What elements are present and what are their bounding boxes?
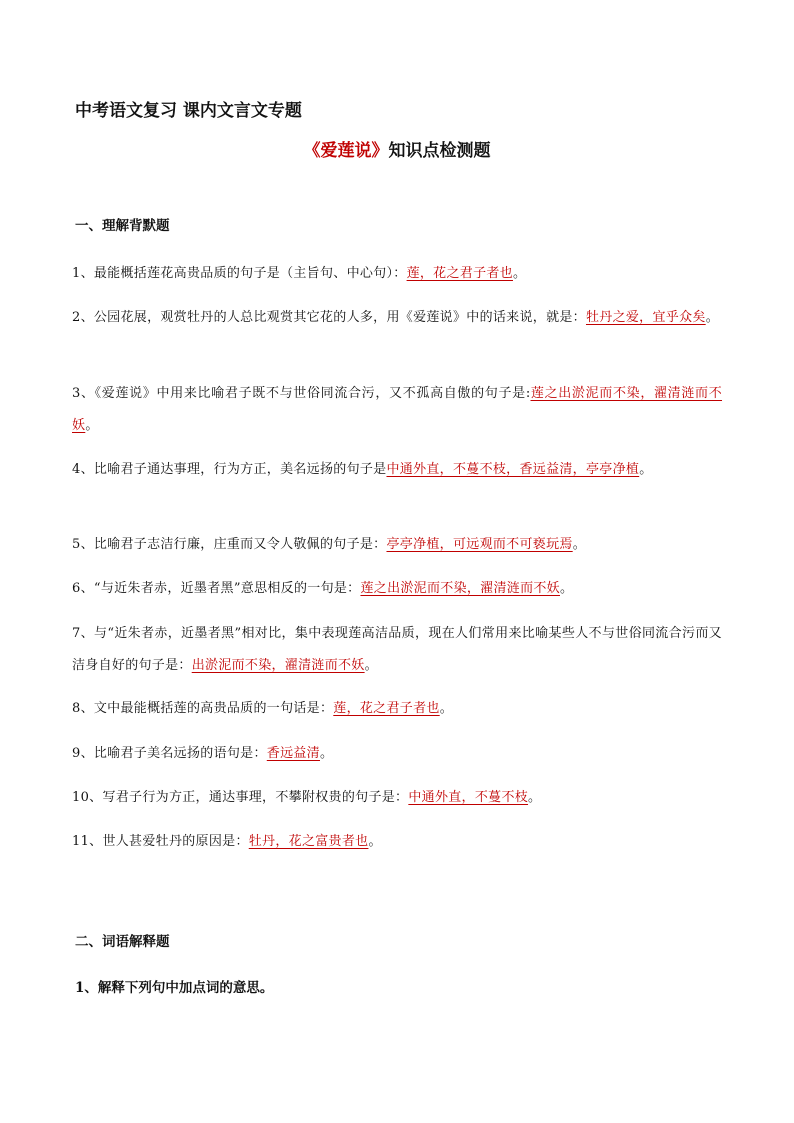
question-item: 4、比喻君子通达事理，行为方正，美名远扬的句子是中通外直，不蔓不枝，香远益清，亭亭净植。 xyxy=(72,462,653,477)
question-item: 2、公园花展，观赏牡丹的人总比观赏其它花的人多，用《爱莲说》中的话来说，就是：牡丹之爱，宜乎众矣。 xyxy=(72,310,719,325)
answer-text: 莲之出淤泥而不染，濯清涟而不妖 xyxy=(72,386,723,433)
answer-text: 香远益清 xyxy=(266,746,320,761)
subtitle-rest: 知识点检测题 xyxy=(388,141,491,161)
answer-text: 牡丹，花之富贵者也 xyxy=(248,834,369,849)
subtitle-book-name: 《爱莲说》 xyxy=(303,141,389,161)
question-item: 8、文中最能概括莲的高贵品质的一句话是：莲，花之君子者也。 xyxy=(72,701,453,716)
question-item: 9、比喻君子美名远扬的语句是：香远益清。 xyxy=(72,746,334,761)
question-item: 1、最能概括莲花高贵品质的句子是（主旨句、中心句）：莲，花之君子者也。 xyxy=(72,266,527,281)
answer-text: 出淤泥而不染，濯清涟而不妖 xyxy=(191,658,365,673)
vocabulary-instruction: 1、解释下列句中加点词的意思。 xyxy=(75,980,274,996)
question-item: 3、《爱莲说》中用来比喻君子既不与世俗同流合污，又不孤高自傲的句子是:莲之出淤泥而不染，濯清涟而不妖。 xyxy=(72,386,723,433)
question-item: 10、写君子行为方正，通达事理，不攀附权贵的句子是：中通外直，不蔓不枝。 xyxy=(72,790,542,805)
answer-text: 莲，花之君子者也 xyxy=(333,701,440,716)
document-subtitle xyxy=(0,136,794,161)
answer-text: 莲之出淤泥而不染，濯清涟而不妖 xyxy=(360,581,560,596)
question-item: 7、与“近朱者赤，近墨者黑”相对比，集中表现莲高洁品质，现在人们常用来比喻某些人不与世俗同流合污而又洁身自好的句子是：出淤泥而不染，濯清涟而不妖。 xyxy=(72,626,722,673)
question-item: 6、“与近朱者赤，近墨者黑”意思相反的一句是：莲之出淤泥而不染，濯清涟而不妖。 xyxy=(72,581,574,596)
document-title: 中考语文复习 课内文言文专题 xyxy=(75,101,302,121)
question-item: 11、世人甚爱牡丹的原因是：牡丹，花之富贵者也。 xyxy=(72,834,382,849)
section-heading-vocabulary: 二、词语解释题 xyxy=(75,934,170,950)
section-heading-recitation: 一、理解背默题 xyxy=(75,218,170,234)
answer-text: 亭亭净植，可远观而不可亵玩焉 xyxy=(386,537,573,552)
answer-text: 中通外直，不蔓不枝 xyxy=(408,790,529,805)
answer-text: 牡丹之爱，宜乎众矣 xyxy=(585,310,706,325)
question-item: 5、比喻君子志洁行廉，庄重而又令人敬佩的句子是：亭亭净植，可远观而不可亵玩焉。 xyxy=(72,537,586,552)
answer-text: 中通外直，不蔓不枝，香远益清，亭亭净植 xyxy=(386,462,640,477)
answer-text: 莲，花之君子者也 xyxy=(406,266,513,281)
